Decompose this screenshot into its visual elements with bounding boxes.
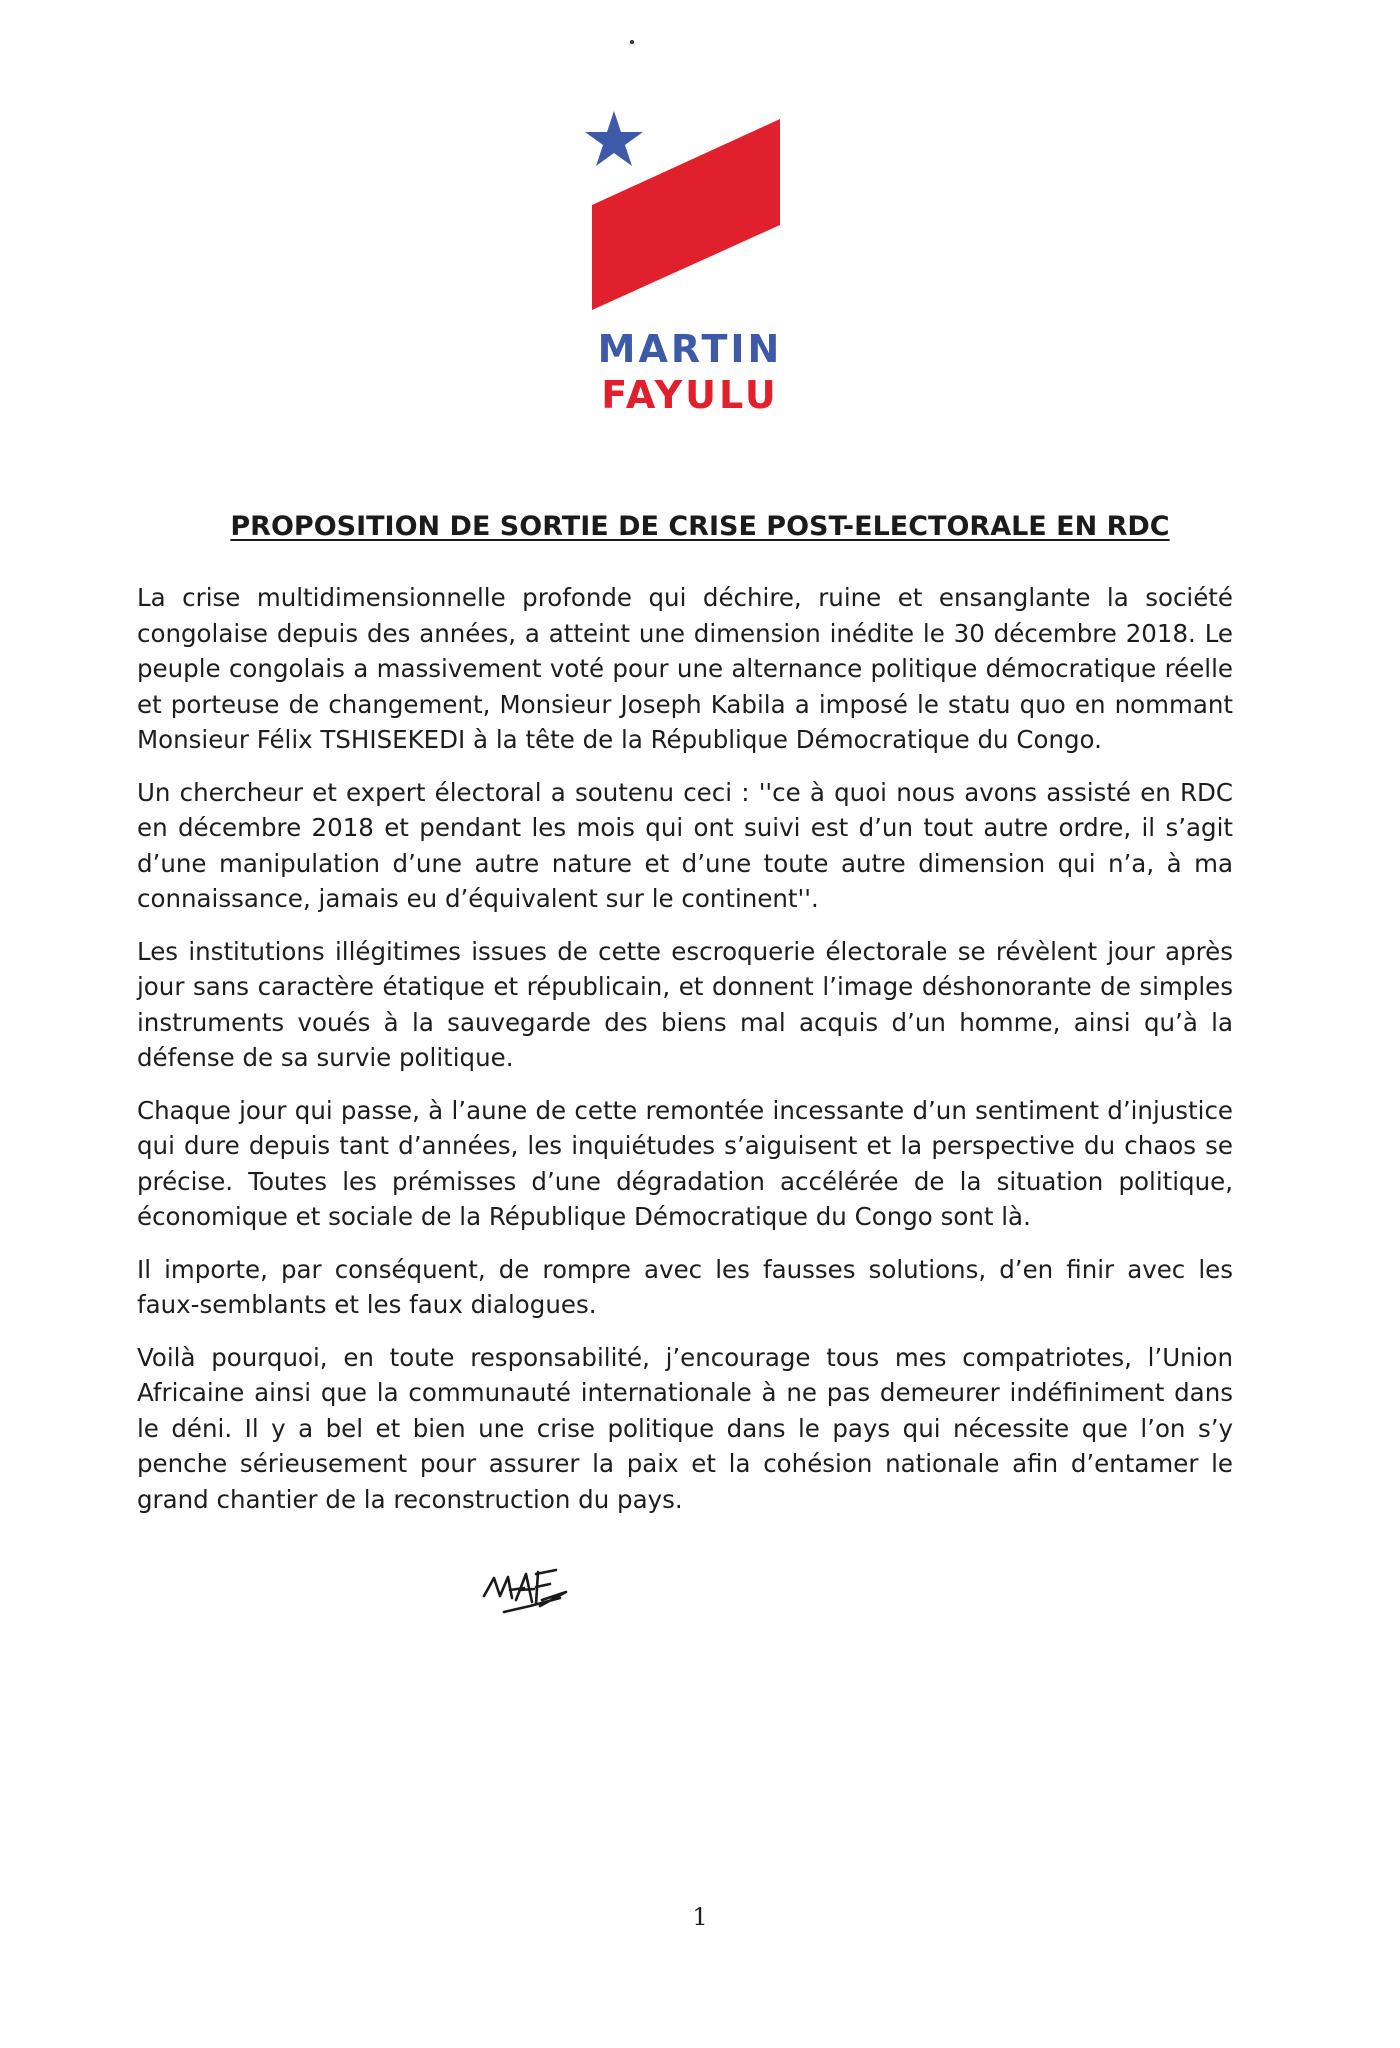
scan-speck xyxy=(630,40,634,44)
paragraph-3: Les institutions illégitimes issues de cette escroquerie électorale se révèlent jour après jour sans caractère étatique et républicain, et donnent l’image déshonorante de simples instruments voués à la sauvegarde des biens mal acquis d’un homme, ainsi qu’à la défense de sa survie politique. xyxy=(137,936,1233,1072)
handwritten-signature xyxy=(480,1562,590,1622)
star-icon xyxy=(585,111,643,166)
logo-first-name: MARTIN xyxy=(597,327,783,371)
paragraph-5: Il importe, par conséquent, de rompre avec les fausses solutions, d’en finir avec les faux-semblants et les faux dialogues. xyxy=(137,1254,1233,1319)
paragraph-6: Voilà pourquoi, en toute responsabilité, j’encourage tous mes compatriotes, l’Union Africaine ainsi que la communauté internationale à ne pas demeurer indéfiniment dans le déni. Il y a bel et bien une crise politique dans le pays qui nécessite que l’on s’y penche sérieusement pour assurer la paix et la cohésion nationale afin d’entamer le grand chantier de la reconstruction du pays. xyxy=(137,1342,1233,1514)
campaign-logo xyxy=(580,105,800,425)
logo-last-name: FAYULU xyxy=(601,373,779,417)
document-body xyxy=(137,580,1233,1534)
paragraph-4: Chaque jour qui passe, à l’aune de cette remontée incessante d’un sentiment d’injustice qui dure depuis tant d’années, les inquiétudes s’aiguisent et la perspective du chaos se précise. Toutes les prémisses d’une dégradation accélérée de la situation politique, économique et sociale de la République Démocratique du Congo sont là. xyxy=(137,1095,1233,1231)
page-number: 1 xyxy=(692,1903,708,1931)
document-title: PROPOSITION DE SORTIE DE CRISE POST-ELECTORALE EN RDC xyxy=(230,511,1170,542)
star-flag-icon xyxy=(580,105,800,325)
paragraph-1: La crise multidimensionnelle profonde qui déchire, ruine et ensanglante la société congolaise depuis des années, a atteint une dimension inédite le 30 décembre 2018. Le peuple congolais a massivement voté pour une alternance politique démocratique réelle et porteuse de changement, Monsieur Joseph Kabila a imposé le statu quo en nommant Monsieur Félix TSHISEKEDI à la tête de la République Démocratique du Congo. xyxy=(137,583,1233,754)
paragraph-2: Un chercheur et expert électoral a soutenu ceci : ''ce à quoi nous avons assisté en RDC en décembre 2018 et pendant les mois qui ont suivi est d’un tout autre ordre, il s’agit d’une manipulation d’une autre nature et d’une toute autre dimension qui n’a, à ma connaissance, jamais eu d’équivalent sur le continent''. xyxy=(137,777,1233,913)
